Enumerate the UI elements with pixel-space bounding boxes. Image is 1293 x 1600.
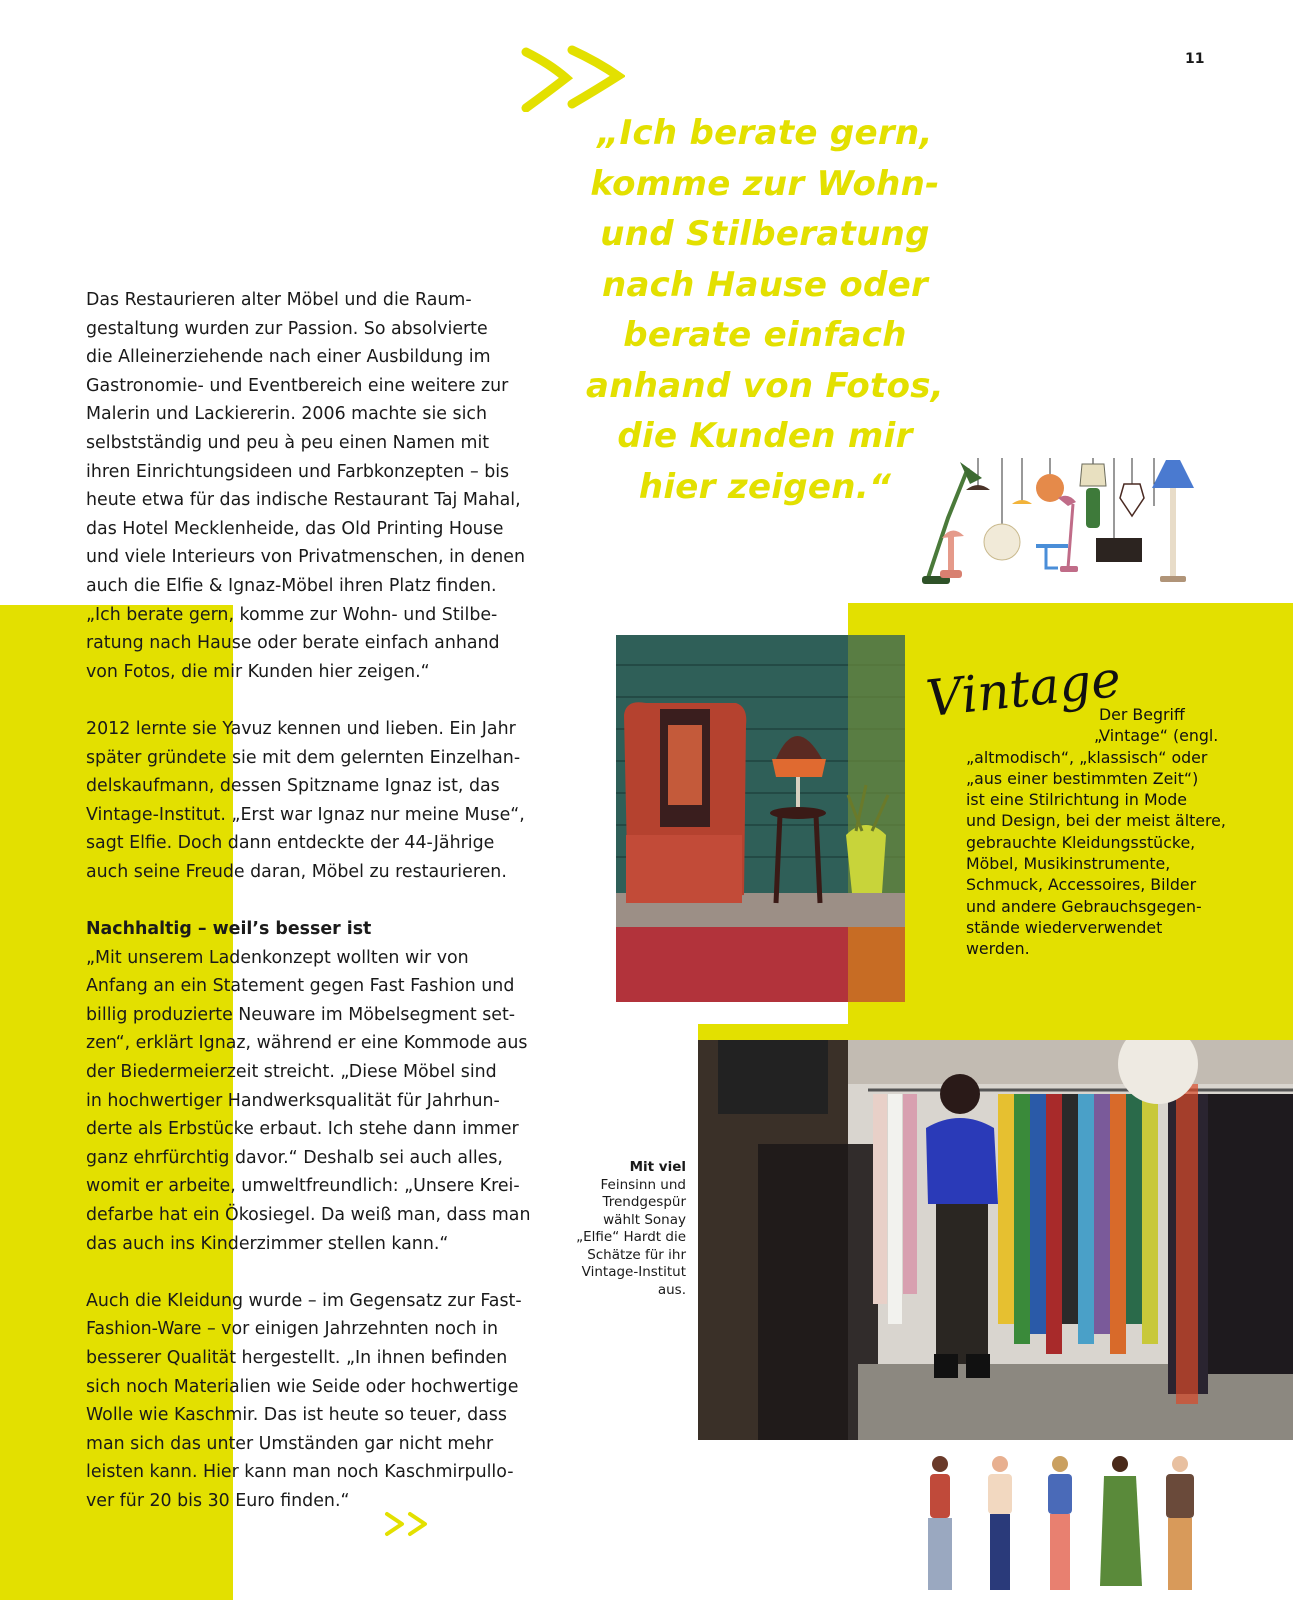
text-line: von Fotos, die mir Kunden hier zeigen.“ xyxy=(86,661,430,682)
text-line: selbstständig und peu à peu einen Namen mit xyxy=(86,432,490,453)
text-line: delskaufmann, dessen Spitzname Ignaz ist, das xyxy=(86,776,500,797)
text-line: Wolle wie Kaschmir. Das ist heute so teuer, dass xyxy=(86,1405,507,1426)
photo-armchair xyxy=(616,635,905,1002)
pull-quote xyxy=(580,108,950,512)
text-line: Anfang an ein Statement gegen Fast Fashion und xyxy=(86,976,515,997)
sidebar-line: und andere Gebrauchsgegen- xyxy=(966,896,1202,916)
text-line: Gastronomie- und Eventbereich eine weitere zur xyxy=(86,375,509,396)
pull-quote-line: und Stilberatung xyxy=(600,214,930,254)
text-line: das Hotel Mecklenheide, das Old Printing House xyxy=(86,518,504,539)
sidebar-definition xyxy=(966,704,1256,960)
text-line: Auch die Kleidung wurde – im Gegensatz zur Fast- xyxy=(86,1290,522,1311)
text-line: 2012 lernte sie Yavuz kennen und lieben. Ein Jahr xyxy=(86,718,516,739)
text-line: Vintage-Institut. „Erst war Ignaz nur meine Muse“, xyxy=(86,804,525,825)
sidebar-line: Der Begriff xyxy=(1099,705,1185,724)
text-line: auch die Elfie & Ignaz-Möbel ihren Platz finden. xyxy=(86,575,497,596)
text-line: später gründete sie mit dem gelernten Einzelhan- xyxy=(86,747,521,768)
sidebar-line: ist eine Stilrichtung in Mode xyxy=(966,790,1188,810)
text-line: derte als Erbstücke erbaut. Ich stehe dann immer xyxy=(86,1119,519,1140)
sidebar-line: werden. xyxy=(966,939,1030,959)
sidebar-line: „altmodisch“, „klassisch“ oder xyxy=(966,747,1208,767)
lamps-illustration xyxy=(918,458,1218,588)
pull-quote-line: die Kunden mir xyxy=(617,416,913,456)
sidebar-line: Möbel, Musikinstrumente, xyxy=(966,854,1171,874)
text-line: defarbe hat ein Ökosiegel. Da weiß man, dass man xyxy=(86,1205,531,1225)
caption-line: „Elfie“ Hardt die xyxy=(576,1229,686,1245)
text-line: sich noch Materialien wie Seide oder hochwertige xyxy=(86,1376,519,1397)
text-line: ver für 20 bis 30 Euro finden.“ xyxy=(86,1490,350,1511)
text-line: ihren Einrichtungsideen und Farbkonzepten – bis xyxy=(86,461,510,482)
text-line: zen“, erklärt Ignaz, während er eine Kommode aus xyxy=(86,1033,528,1054)
text-line: ganz ehrfürchtig davor.“ Deshalb sei auch alles, xyxy=(86,1147,503,1168)
sidebar-title: Vintage xyxy=(923,649,1124,729)
text-line: sagt Elfie. Doch dann entdeckte der 44-Jährige xyxy=(86,833,495,854)
caption-line: Schätze für ihr xyxy=(587,1246,686,1263)
caption-line: Vintage-Institut xyxy=(581,1264,686,1280)
text-line: billig produzierte Neuware im Möbelsegment set- xyxy=(86,1004,516,1025)
paragraph-gap xyxy=(86,886,556,915)
paragraph-3 xyxy=(86,944,556,1259)
text-line: gestaltung wurden zur Passion. So absolvierte xyxy=(86,318,488,339)
text-line: das auch ins Kinderzimmer stellen kann.“ xyxy=(86,1233,449,1254)
sidebar-line: und Design, bei der meist ältere, xyxy=(966,811,1226,831)
pull-quote-line: nach Hause oder xyxy=(601,264,929,305)
paragraph-4 xyxy=(86,1287,556,1516)
pull-quote-line: „Ich berate gern, xyxy=(597,113,933,153)
text-line: ratung nach Hause oder berate einfach anhand xyxy=(86,633,500,654)
article-body xyxy=(86,286,556,1516)
pull-quote-line: berate einfach xyxy=(623,315,907,355)
paragraph-1 xyxy=(86,286,556,686)
paragraph-gap xyxy=(86,1258,556,1287)
text-line: die Alleinerziehende nach einer Ausbildung im xyxy=(86,347,491,368)
text-line: „Mit unserem Ladenkonzept wollten wir von xyxy=(86,947,469,968)
pull-quote-line: hier zeigen.“ xyxy=(638,466,892,507)
text-line: heute etwa für das indische Restaurant Taj Mahal, xyxy=(86,490,521,511)
caption-line: Feinsinn und xyxy=(600,1176,686,1193)
paragraph-2 xyxy=(86,715,556,887)
text-line: und viele Interieurs von Privatmenschen, in denen xyxy=(86,547,525,568)
caption-lead: Mit viel xyxy=(629,1159,686,1175)
pull-quote-line: anhand von Fotos, xyxy=(585,365,945,406)
text-line: in hochwertiger Handwerksqualität für Jahrhun- xyxy=(86,1090,500,1111)
text-line: Malerin und Lackiererin. 2006 machte sie sich xyxy=(86,404,487,425)
photo-clothing-store xyxy=(698,1024,1293,1440)
section-heading: Nachhaltig – weil’s besser ist xyxy=(86,919,372,940)
sidebar-line: gebrauchte Kleidungsstücke, xyxy=(966,832,1196,852)
pull-quote-line: komme zur Wohn- xyxy=(590,163,940,204)
text-line: besserer Qualität hergestellt. „In ihnen befinden xyxy=(86,1347,508,1368)
text-line: der Biedermeierzeit streicht. „Diese Möbel sind xyxy=(86,1062,497,1083)
text-line: „Ich berate gern, komme zur Wohn- und Stilbe- xyxy=(86,604,498,625)
chevron-icon xyxy=(520,42,625,112)
text-line: man sich das unter Umständen gar nicht mehr xyxy=(86,1433,494,1454)
text-line: auch seine Freude daran, Möbel zu restaurieren. xyxy=(86,861,507,882)
text-line: womit er arbeite, umweltfreundlich: „Unsere Krei- xyxy=(86,1176,520,1197)
page-number: 11 xyxy=(1185,51,1205,67)
sidebar-line: stände wiederverwendet xyxy=(966,917,1163,937)
paragraph-gap xyxy=(86,686,556,715)
caption-line: Trendgespür xyxy=(602,1194,686,1210)
text-line: leisten kann. Hier kann man noch Kaschmirpullo- xyxy=(86,1462,514,1483)
text-line: Das Restaurieren alter Möbel und die Raum- xyxy=(86,290,472,310)
sidebar-line: „Vintage“ (engl. xyxy=(1094,726,1219,746)
photo-caption xyxy=(560,1159,686,1299)
sidebar-line: „aus einer bestimmten Zeit“) xyxy=(966,768,1199,788)
sidebar-line: Schmuck, Accessoires, Bilder xyxy=(966,875,1197,895)
chevron-icon xyxy=(384,1510,434,1538)
caption-line: aus. xyxy=(657,1281,686,1298)
caption-line: wählt Sonay xyxy=(603,1211,686,1228)
text-line: Fashion-Ware – vor einigen Jahrzehnten noch in xyxy=(86,1319,498,1340)
people-illustration xyxy=(924,1452,1214,1594)
